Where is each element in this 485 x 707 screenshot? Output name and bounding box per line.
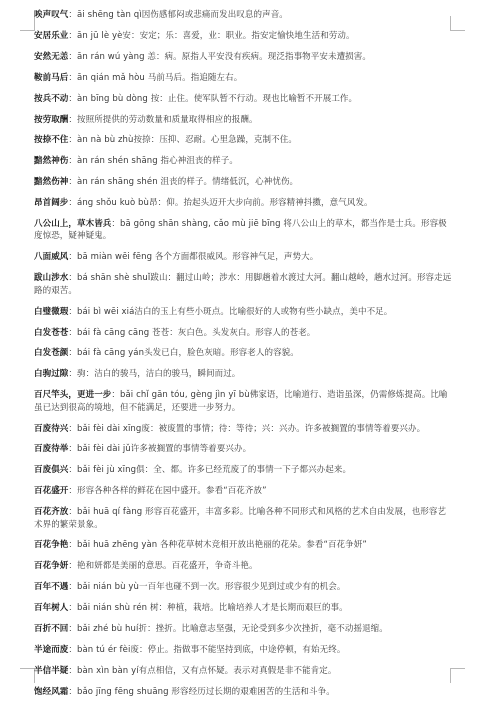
idiom-term: 百尺竿头，更进一步 [34, 390, 112, 401]
idiom-definition: ：āi shēng tàn qì因伤感郁闷或悲痛而发出叹息的声音。 [68, 10, 288, 20]
idiom-entry [34, 114, 452, 126]
idiom-entry [34, 581, 452, 593]
idiom-term: 百废待举 [34, 444, 69, 455]
idiom-definition: ：形容各种各样的鲜花在园中盛开。参看“百花齐放” [68, 486, 267, 497]
idiom-definition: ：bǎi zhé bù huí折：挫折。比喻意志坚强，无论受到多少次挫折，毫不动摇退缩。 [68, 624, 388, 635]
idiom-term: 百花齐放 [34, 507, 69, 518]
idiom-entry [34, 539, 452, 551]
idiom-entry [34, 51, 452, 63]
idiom-term: 百年不遇 [34, 582, 69, 593]
idiom-term: 百折不回 [34, 624, 69, 635]
idiom-term: 按劳取酬 [34, 114, 69, 125]
idiom-entry [34, 686, 452, 698]
idiom-definition: ：bǎi fèi dài xīng废：被废置的事情；待：等待；兴：兴办。许多被搁置的事情等着要兴办。 [68, 423, 426, 434]
idiom-entry [34, 327, 452, 339]
idiom-term: 按兵不动 [34, 93, 69, 104]
idiom-term: 白璧微瑕 [34, 306, 69, 317]
idiom-entry [34, 485, 452, 497]
idiom-entry [34, 218, 452, 243]
idiom-entry [34, 251, 452, 263]
idiom-term: 鞍前马后 [34, 72, 69, 83]
idiom-term: 安居乐业 [34, 30, 69, 41]
idiom-entry [34, 272, 452, 297]
idiom-definition: ：àn nà bù zhù按捺：压抑、忍耐。心里急躁，克制不住。 [68, 135, 297, 146]
idiom-definition: ：bā gōng shān shàng, cǎo mù jiē bīng 将八公山上的草木，都当作是士兵。形容极度惊恐，疑神疑鬼。 [34, 219, 447, 242]
idiom-definition: ：bàn tú ér fèi废：停止。指做事不能坚持到底，中途停顿，有始无终。 [68, 645, 346, 655]
idiom-entry [34, 623, 452, 635]
idiom-entry [34, 9, 452, 21]
idiom-definition: ：bǎi fèi dài jǔ许多被搁置的事情等着要兴办。 [68, 444, 252, 455]
idiom-term: 百花盛开 [34, 486, 69, 497]
page-corner-mark [20, 16, 35, 31]
idiom-term: 昂首阔步 [34, 198, 69, 209]
idiom-definition: ：àn rán shén shāng 指心神沮丧的样子。 [68, 156, 238, 167]
idiom-term: 百花争妍 [34, 561, 69, 572]
idiom-entry [34, 423, 452, 435]
idiom-term: 跋山涉水 [34, 273, 69, 284]
idiom-term: 白发苍苍 [34, 327, 69, 338]
idiom-term: 百废待兴 [34, 423, 69, 434]
idiom-definition: ：bái fà cāng cāng 苍苍：灰白色。头发灰白。形容人的苍老。 [68, 327, 316, 338]
idiom-entry [34, 134, 452, 146]
idiom-entry [34, 155, 452, 167]
idiom-term: 黯然伤神 [34, 177, 69, 188]
idiom-definition: ：bǎi nián shù rén 树：种植，栽培。比喻培养人才是长期而艰巨的事。 [68, 603, 348, 614]
idiom-term: 安然无恙 [34, 51, 69, 62]
idiom-definition: ：àn bīng bù dòng 按：止住。使军队暂不行动。现也比喻暂不开展工作。 [68, 93, 358, 104]
idiom-definition: ：驹：洁白的骏马，洁白的骏马，瞬间而过。 [68, 369, 241, 380]
idiom-entry [34, 665, 452, 677]
idiom-term: 半途而废 [34, 645, 69, 655]
idiom-definition: ：按照所提供的劳动数量和质量取得相应的报酬。 [68, 114, 258, 125]
idiom-definition: ：bǎi huā qí fàng 形容百花盛开，丰富多彩。比喻各种不同形式和风格的艺术自由发展，也形容艺术界的繁荣景象。 [34, 507, 447, 530]
idiom-term: 黯然神伤 [34, 156, 69, 167]
idiom-term: 唉声叹气 [34, 10, 69, 20]
idiom-definition: ：bǎi nián bù yù一百年也碰不到一次。形容很少见到过或少有的机会。 [68, 582, 346, 593]
idiom-list [34, 9, 452, 707]
idiom-term: 百废俱兴 [34, 465, 69, 476]
idiom-entry [34, 176, 452, 188]
idiom-definition: ：bǎo jīng fēng shuāng 形容经历过长期的艰难困苦的生活和斗争。 [68, 686, 335, 697]
page-corner-mark [450, 16, 465, 31]
page-corner-mark [450, 668, 465, 683]
idiom-entry [34, 506, 452, 531]
idiom-entry [34, 443, 452, 455]
idiom-term: 白驹过隙 [34, 369, 69, 380]
idiom-definition: ：bā miàn wēi fēng 各个方面都很威风。形容神气足，声势大。 [68, 252, 319, 263]
idiom-entry [34, 93, 452, 105]
idiom-definition: ：àn rán shāng shén 沮丧的样子。情绪低沉，心神忧伤。 [68, 177, 299, 188]
idiom-definition: ：bǎi huā zhēng yàn 各种花草树木竞相开放出艳丽的花朵。参看“百花争妍” [68, 540, 367, 551]
idiom-entry [34, 602, 452, 614]
idiom-term: 百花争艳 [34, 540, 69, 551]
idiom-entry [34, 560, 452, 572]
idiom-definition: ：bàn xìn bàn yí有点相信，又有点怀疑。表示对真假是非不能肯定。 [68, 665, 337, 676]
idiom-definition: ：bǎi chǐ gān tóu, gèng jìn yī bù佛家语，比喻道行、造诣虽深，仍需修炼提高。比喻虽已达到很高的境地，但不能满足，还要进一步努力。 [34, 390, 448, 413]
idiom-definition: ：ān jū lè yè安：安定；乐：喜爱，业：职业。指安定愉快地生活和劳动。 [68, 30, 355, 41]
idiom-term: 饱经风霜 [34, 686, 69, 697]
idiom-entry [34, 644, 452, 656]
idiom-definition: ：艳和妍都是美丽的意思。百花盛开，争奇斗艳。 [68, 561, 258, 572]
idiom-definition: ：bái bì wēi xiá洁白的玉上有些小斑点。比喻很好的人或物有些小缺点，美中不足。 [68, 306, 393, 317]
idiom-entry [34, 197, 452, 209]
page-corner-mark [20, 668, 35, 683]
idiom-entry [34, 30, 452, 42]
idiom-definition: ：ān qián mǎ hòu 马前马后。指追随左右。 [68, 72, 243, 83]
idiom-term: 按捺不住 [34, 135, 69, 146]
idiom-definition: ：bǎi fèi jù xīng俱：全、都。许多已经荒废了的事情一下子都兴办起来。 [68, 465, 352, 476]
idiom-entry [34, 368, 452, 380]
idiom-entry [34, 306, 452, 318]
idiom-definition: ：ān rán wú yàng 恙：病。原指人平安没有疾病。现泛指事物平安未遭损害。 [68, 51, 371, 62]
idiom-definition: ：bá shān shè shuǐ跋山：翻过山岭；涉水：用脚趟着水渡过大河。翻山越岭，趟水过河。形容走远路的艰苦。 [34, 273, 452, 296]
idiom-definition: ：bái fà cāng yán头发已白，脸色灰暗。形容老人的容貌。 [68, 348, 299, 359]
idiom-entry [34, 347, 452, 359]
idiom-term: 八面威风 [34, 252, 69, 263]
idiom-term: 八公山上，草木皆兵 [34, 219, 112, 230]
idiom-term: 百年树人 [34, 603, 69, 614]
idiom-entry [34, 72, 452, 84]
idiom-definition: ：áng shǒu kuò bù昂：仰。抬起头迈开大步向前。形容精神抖擞，意气风发。 [68, 198, 373, 209]
idiom-entry [34, 389, 452, 414]
idiom-term: 白发苍颜 [34, 348, 69, 359]
idiom-entry [34, 464, 452, 476]
idiom-term: 半信半疑 [34, 665, 69, 676]
